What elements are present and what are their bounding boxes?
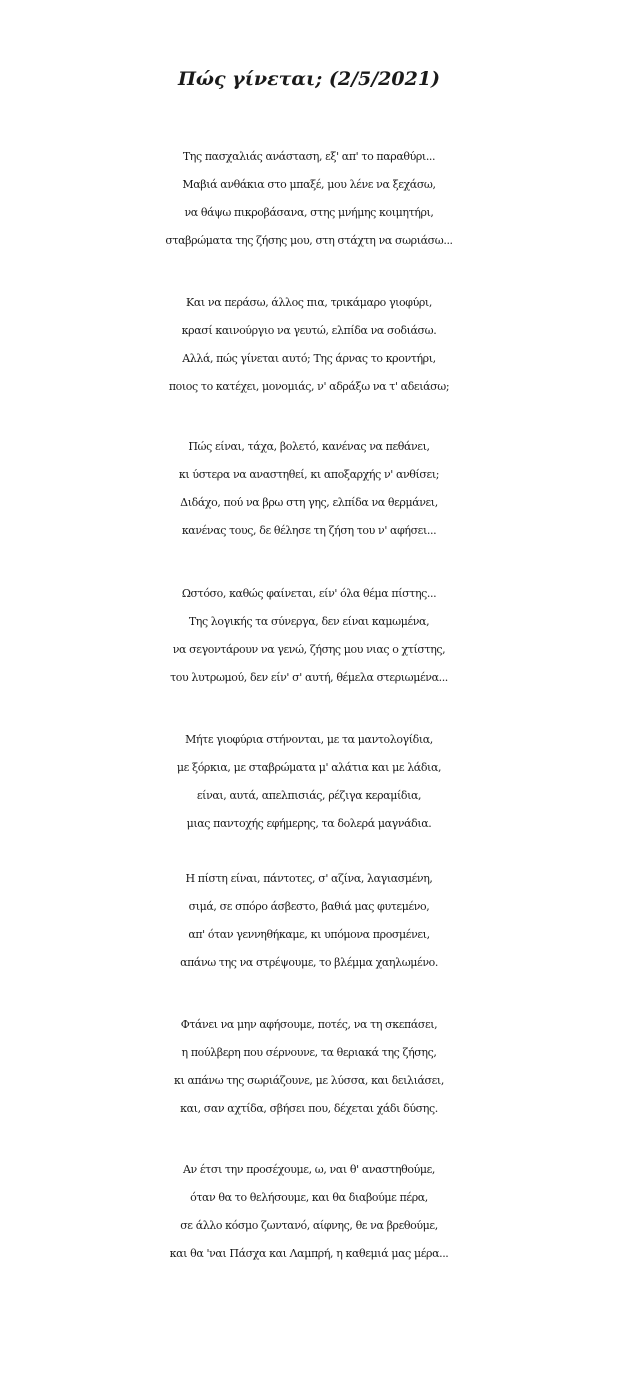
verse-line: Ωστόσο, καθώς φαίνεται, είν' όλα θέμα πίστης... bbox=[181, 587, 437, 600]
verse-line: κι ύστερα να αναστηθεί, κι αποξαρχής ν' ανθίσει; bbox=[178, 468, 440, 481]
verse-line: Αν έτσι την προσέχουμε, ω, ναι θ' αναστηθούμε, bbox=[182, 1163, 436, 1176]
poem-title: Πώς γίνεται; (2/5/2021) bbox=[177, 68, 441, 90]
stanza-2 bbox=[0, 289, 618, 401]
verse-line: με ξόρκια, με σταβρώματα μ' αλάτια και με λάδια, bbox=[176, 761, 442, 774]
stanza-7 bbox=[0, 1011, 618, 1123]
verse-line: Διδάχο, πού να βρω στη γης, ελπίδα να θερμάνει, bbox=[180, 496, 438, 509]
verse-line: Μαβιά ανθάκια στο μπαξέ, μου λένε να ξεχάσω, bbox=[182, 178, 436, 191]
stanza-8 bbox=[0, 1156, 618, 1268]
stanza-6 bbox=[0, 865, 618, 977]
verse-line: να σεγοντάρουν να γενώ, ζήσης μου νιας ο χτίστης, bbox=[172, 643, 446, 656]
verse-line: είναι, αυτά, απελπισιάς, ρέζιγα κεραμίδια, bbox=[196, 789, 422, 802]
verse-line: και, σαν αχτίδα, σβήσει που, δέχεται χάδι δύσης. bbox=[180, 1102, 438, 1115]
verse-line: Φτάνει να μην αφήσουμε, ποτές, να τη σκεπάσει, bbox=[180, 1018, 438, 1031]
verse-line: κανένας τους, δε θέλησε τη ζήση του ν' αφήσει... bbox=[181, 524, 437, 537]
verse-line: Η πίστη είναι, πάντοτες, σ' αζίνα, λαγιασμένη, bbox=[185, 872, 433, 885]
verse-line: σταβρώματα της ζήσης μου, στη στάχτη να σωριάσω... bbox=[165, 234, 453, 247]
verse-line: σε άλλο κόσμο ζωντανό, αίφνης, θε να βρεθούμε, bbox=[180, 1219, 438, 1232]
verse-line: Μήτε γιοφύρια στήνονται, με τα μαντολογίδια, bbox=[185, 733, 433, 746]
verse-line: κρασί καινούργιο να γευτώ, ελπίδα να σοδιάσω. bbox=[181, 324, 437, 337]
verse-line: και θα 'ναι Πάσχα και Λαμπρή, η καθεμιά μας μέρα... bbox=[169, 1247, 449, 1260]
verse-line: κι απάνω της σωριάζουνε, με λύσσα, και δειλιάσει, bbox=[174, 1074, 444, 1087]
verse-line: σιμά, σε σπόρο άσβεστο, βαθιά μας φυτεμένο, bbox=[188, 900, 430, 913]
verse-line: Της πασχαλιάς ανάσταση, εξ' απ' το παραθύρι... bbox=[182, 150, 436, 163]
verse-line: η πούλβερη που σέρνουνε, τα θεριακά της ζήσης, bbox=[181, 1046, 437, 1059]
stanza-5 bbox=[0, 726, 618, 838]
verse-line: Της λογικής τα σύνεργα, δεν είναι καμωμένα, bbox=[188, 615, 430, 628]
verse-line: Και να περάσω, άλλος πια, τρικάμαρο γιοφύρι, bbox=[186, 296, 432, 309]
stanza-4 bbox=[0, 580, 618, 692]
verse-line: Πώς είναι, τάχα, βολετό, κανένας να πεθάνει, bbox=[188, 440, 430, 453]
verse-line: ποιος το κατέχει, μονομιάς, ν' αδράξω να τ' αδειάσω; bbox=[168, 380, 450, 393]
verse-line: απάνω της να στρέψουμε, το βλέμμα χαηλωμένο. bbox=[180, 956, 438, 969]
verse-line: Αλλά, πώς γίνεται αυτό; Της άρνας το κροντήρι, bbox=[182, 352, 436, 365]
stanza-1 bbox=[0, 143, 618, 255]
verse-line: απ' όταν γεννηθήκαμε, κι υπόμονα προσμένει, bbox=[188, 928, 430, 941]
verse-line: όταν θα το θελήσουμε, και θα διαβούμε πέρα, bbox=[190, 1191, 428, 1204]
verse-line: μιας παντοχής εφήμερης, τα δολερά μαγνάδια. bbox=[186, 817, 432, 830]
verse-line: του λυτρωμού, δεν είν' σ' αυτή, θέμελα στεριωμένα... bbox=[170, 671, 448, 684]
verse-line: να θάψω πικροβάσανα, στης μνήμης κοιμητήρι, bbox=[184, 206, 434, 219]
stanza-3 bbox=[0, 433, 618, 545]
